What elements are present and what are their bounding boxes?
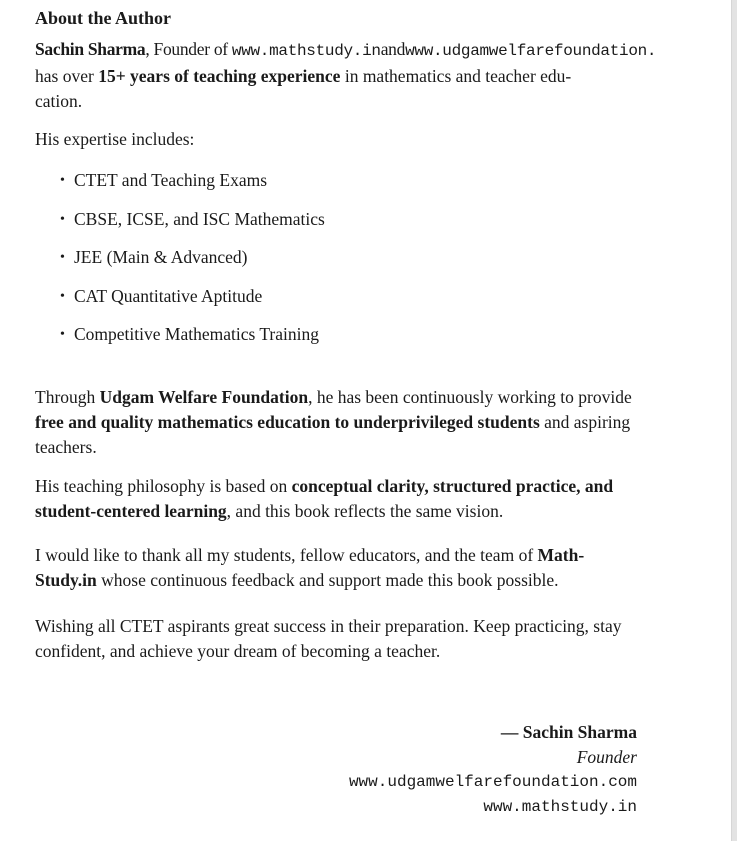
signature-name: — Sachin Sharma — [500, 722, 637, 742]
has-over-text: has over — [35, 66, 99, 86]
philosophy-highlight: conceptual clarity, structured practice, and student-centered learning — [35, 476, 614, 521]
thanks-pre-text: I would like to thank all my students, fellow educators, and the team of — [35, 545, 538, 565]
mathstudy-link[interactable]: www.mathstudy.in — [231, 42, 381, 60]
intro-paragraph — [35, 37, 735, 114]
through-pre-text: Through — [35, 387, 100, 407]
intro-line-2 — [35, 64, 735, 89]
bullet-icon: • — [60, 250, 65, 265]
thanks-post-text: whose continuous feedback and support made this book possible. — [96, 570, 559, 590]
udgam-link[interactable]: www.udgamwelfarefoundation. — [405, 42, 657, 60]
wishing-paragraph: Wishing all CTET aspirants great success in their preparation. Keep practicing, stay confident, and achieve your dream of becoming a teacher. — [35, 616, 622, 661]
signature-block — [349, 720, 637, 820]
section-title: About the Author — [35, 8, 172, 28]
foundation-paragraph — [35, 385, 645, 460]
thanks-paragraph — [35, 543, 645, 593]
and-text: and — [380, 39, 406, 59]
page-edge-scrollbar[interactable] — [731, 0, 737, 841]
list-item — [60, 207, 325, 246]
bullet-icon: • — [60, 173, 65, 188]
team-name: Math-Study.in — [35, 545, 585, 590]
through-post-text: and aspiring teachers. — [35, 412, 631, 457]
mission-highlight: free and quality mathematics education to underprivileged students — [35, 412, 540, 432]
author-name: Sachin Sharma — [35, 39, 146, 59]
experience-highlight: 15+ years of teaching experience — [98, 66, 341, 86]
list-item-label: Competitive Mathematics Training — [74, 324, 319, 344]
founder-of-text: , Founder of — [145, 39, 232, 59]
list-item-label: JEE (Main & Advanced) — [74, 247, 248, 267]
intro-line-1 — [35, 37, 735, 64]
bullet-icon: • — [60, 327, 65, 342]
bullet-icon: • — [60, 288, 65, 304]
bullet-icon: • — [60, 211, 65, 227]
intro-rest-text: in mathematics and teacher edu- — [340, 66, 572, 86]
expertise-list — [60, 168, 325, 361]
list-item — [60, 168, 325, 207]
signature-role: Founder — [576, 747, 637, 767]
foundation-name: Udgam Welfare Foundation — [99, 387, 309, 407]
list-item-label: CTET and Teaching Exams — [74, 170, 268, 190]
philosophy-pre-text: His teaching philosophy is based on — [35, 476, 292, 496]
list-item-label: CBSE, ICSE, and ISC Mathematics — [74, 208, 325, 229]
through-mid-text: , he has been continuously working to provide — [308, 387, 632, 407]
signature-udgam-link[interactable]: www.udgamwelfarefoundation.com — [348, 773, 637, 791]
philosophy-paragraph — [35, 474, 645, 524]
intro-line-3: cation. — [35, 91, 83, 111]
list-item — [60, 322, 325, 361]
signature-mathstudy-link[interactable]: www.mathstudy.in — [483, 798, 637, 816]
list-item — [60, 245, 325, 284]
list-item-label: CAT Quantitative Aptitude — [74, 285, 263, 306]
philosophy-post-text: , and this book reflects the same vision. — [226, 501, 504, 521]
expertise-lead: His expertise includes: — [35, 129, 195, 149]
list-item — [60, 284, 325, 323]
